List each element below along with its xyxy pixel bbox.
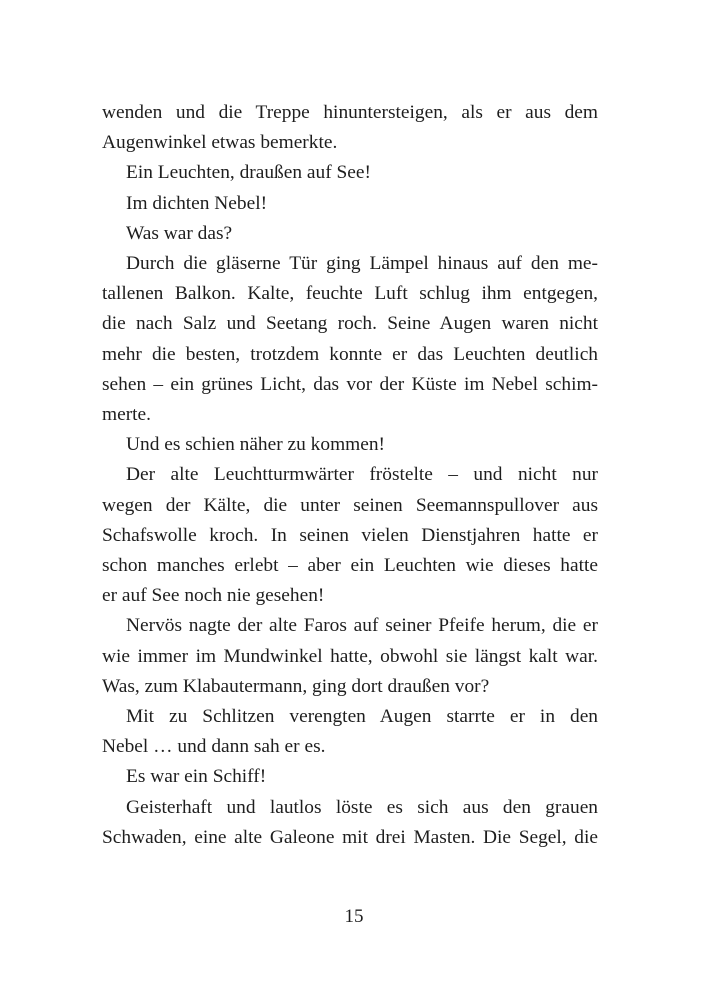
text-line: Mit zu Schlitzen verengten Augen starrte er in den: [126, 706, 598, 728]
text-line: wegen der Kälte, die unter seinen Seemannspullover aus: [102, 494, 598, 516]
text-line: er auf See noch nie gesehen!: [102, 585, 325, 607]
page-number: 15: [344, 906, 364, 927]
text-line: Nervös nagte der alte Faros auf seiner Pfeife herum, die er: [126, 615, 598, 637]
text-line: wenden und die Treppe hinuntersteigen, als er aus dem: [102, 102, 598, 123]
text-line: Es war ein Schiff!: [126, 766, 267, 788]
text-line: Ein Leuchten, draußen auf See!: [126, 162, 371, 184]
text-line: Geisterhaft und lautlos löste es sich aus den grauen: [126, 796, 598, 818]
text-line: Schafswolle kroch. In seinen vielen Dienstjahren hatte er: [102, 524, 598, 546]
text-line: Und es schien näher zu kommen!: [126, 434, 385, 456]
body-text: [102, 98, 598, 853]
text-line: wie immer im Mundwinkel hatte, obwohl sie längst kalt war.: [102, 645, 598, 667]
text-line: Durch die gläserne Tür ging Lämpel hinaus auf den me-: [126, 253, 598, 275]
text-line: Schwaden, eine alte Galeone mit drei Masten. Die Segel, die: [102, 826, 598, 848]
text-line: schon manches erlebt – aber ein Leuchten wie dieses hatte: [102, 555, 598, 577]
text-line: Was war das?: [126, 222, 233, 244]
text-line: Was, zum Klabautermann, ging dort draußen vor?: [102, 675, 490, 697]
text-line: Der alte Leuchtturmwärter fröstelte – und nicht nur: [126, 464, 598, 486]
text-line: Im dichten Nebel!: [126, 192, 268, 214]
text-line: merte.: [102, 404, 151, 426]
text-line: sehen – ein grünes Licht, das vor der Küste im Nebel schim-: [102, 373, 598, 395]
text-line: mehr die besten, trotzdem konnte er das Leuchten deutlich: [102, 343, 598, 365]
text-line: Nebel … und dann sah er es.: [102, 736, 326, 758]
text-line: tallenen Balkon. Kalte, feuchte Luft schlug ihm entgegen,: [102, 283, 598, 305]
text-line: Augenwinkel etwas bemerkte.: [102, 132, 338, 154]
text-line: die nach Salz und Seetang roch. Seine Augen waren nicht: [102, 313, 598, 335]
